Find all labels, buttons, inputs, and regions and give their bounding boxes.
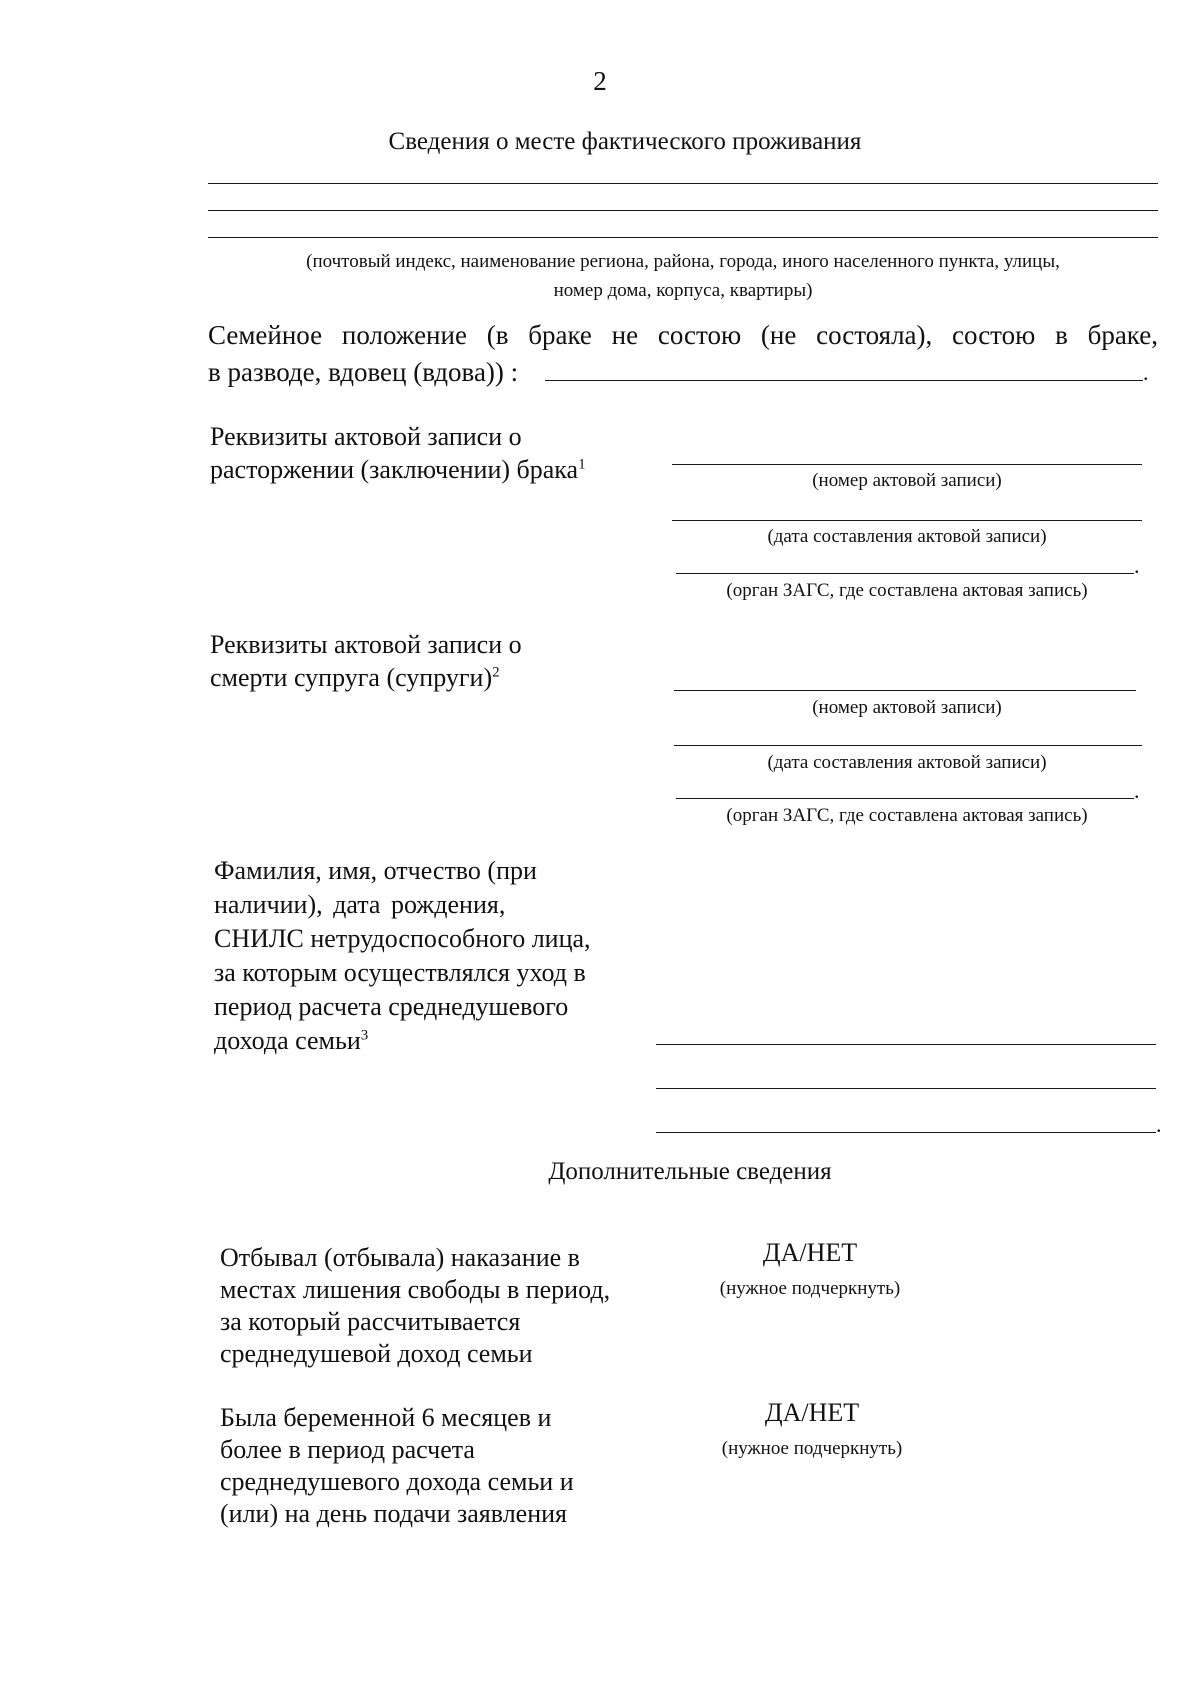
disabled-person-field-2[interactable]	[656, 1088, 1156, 1089]
death-record-label	[210, 628, 522, 694]
death-record-number-caption: (номер актовой записи)	[812, 697, 1002, 718]
marriage-record-date-field[interactable]	[672, 520, 1142, 521]
disabled-person-field-3[interactable]	[656, 1132, 1156, 1133]
marriage-record-office-field[interactable]	[676, 573, 1134, 574]
death-record-label-line-2: смерти супруга (супруги)	[210, 663, 493, 692]
residence-line-3[interactable]	[208, 237, 1158, 238]
question-2-text	[220, 1402, 574, 1530]
disabled-person-line-4: за которым осуществлялся уход в	[214, 958, 586, 987]
footnote-marker-3: 3	[360, 1027, 369, 1044]
disabled-person-line-1: Фамилия, имя, отчество (при	[214, 856, 537, 885]
question-2-line-4: (или) на день подачи заявления	[220, 1499, 568, 1528]
residence-caption-line-1: (почтовый индекс, наименование региона, района, города, иного населенного пункта, улицы,	[306, 251, 1060, 272]
disabled-person-line-6-wrap	[214, 1024, 591, 1058]
page-number: 2	[593, 66, 607, 96]
residence-line-2[interactable]	[208, 210, 1158, 211]
marital-status-line-2: в разводе, вдовец (вдова)) :	[208, 357, 519, 387]
marriage-record-label	[210, 420, 586, 486]
disabled-person-line-2: наличии), дата рождения,	[214, 890, 506, 919]
question-1-text	[220, 1242, 610, 1370]
footnote-marker-2: 2	[492, 664, 500, 681]
question-1-line-4: среднедушевой доход семьи	[220, 1339, 533, 1368]
death-record-dot: .	[1134, 778, 1140, 803]
death-record-date-caption: (дата составления актовой записи)	[767, 752, 1047, 773]
marital-status-field[interactable]	[545, 380, 1143, 381]
disabled-person-line-6: дохода семьи	[214, 1026, 361, 1055]
marital-status-dot: .	[1143, 360, 1149, 385]
residence-line-1[interactable]	[208, 183, 1158, 184]
death-record-label-line-1: Реквизиты актовой записи о	[210, 630, 522, 659]
question-2-line-1: Была беременной 6 месяцев и	[220, 1403, 552, 1432]
death-record-label-line-2-wrap	[210, 661, 522, 694]
disabled-person-dot: .	[1156, 1112, 1162, 1137]
question-1-line-1: Отбывал (отбывала) наказание в	[220, 1243, 580, 1272]
disabled-person-line-3: СНИЛС нетрудоспособного лица,	[214, 924, 591, 953]
marriage-record-number-caption: (номер актовой записи)	[812, 470, 1002, 491]
question-2-line-2: более в период расчета	[220, 1435, 475, 1464]
marriage-record-date-caption: (дата составления актовой записи)	[767, 526, 1047, 547]
question-2-line-3: среднедушевого дохода семьи и	[220, 1467, 574, 1496]
death-record-office-field[interactable]	[676, 798, 1134, 799]
marriage-record-label-line-1: Реквизиты актовой записи о	[210, 422, 522, 451]
death-record-office-caption: (орган ЗАГС, где составлена актовая запись)	[726, 805, 1088, 826]
disabled-person-label	[214, 854, 591, 1058]
residence-section-title: Сведения о месте фактического проживания	[388, 128, 862, 155]
question-1-hint: (нужное подчеркнуть)	[719, 1278, 901, 1299]
residence-caption-line-2: номер дома, корпуса, квартиры)	[553, 280, 813, 301]
marriage-record-number-field[interactable]	[672, 464, 1142, 465]
question-1-answer[interactable]: ДА/НЕТ	[762, 1238, 858, 1267]
death-record-number-field[interactable]	[674, 690, 1136, 691]
marriage-record-label-line-2: расторжении (заключении) брака	[210, 455, 579, 484]
question-1-line-2: местах лишения свободы в период,	[220, 1275, 611, 1304]
marital-status-line-1: Семейное положение (в браке не состою (не состояла), состою в браке,	[208, 320, 1158, 350]
question-1-line-3: за который рассчитывается	[220, 1307, 521, 1336]
marriage-record-label-line-2-wrap	[210, 453, 586, 486]
disabled-person-field-1[interactable]	[656, 1044, 1156, 1045]
additional-section-title: Дополнительные сведения	[548, 1158, 832, 1185]
question-2-answer[interactable]: ДА/НЕТ	[764, 1398, 860, 1427]
footnote-marker-1: 1	[578, 456, 586, 473]
question-2-hint: (нужное подчеркнуть)	[721, 1438, 903, 1459]
marriage-record-dot: .	[1134, 553, 1140, 578]
disabled-person-line-5: период расчета среднедушевого	[214, 992, 569, 1021]
residence-caption	[208, 247, 1158, 305]
marriage-record-office-caption: (орган ЗАГС, где составлена актовая запись)	[726, 580, 1088, 601]
death-record-date-field[interactable]	[674, 745, 1142, 746]
